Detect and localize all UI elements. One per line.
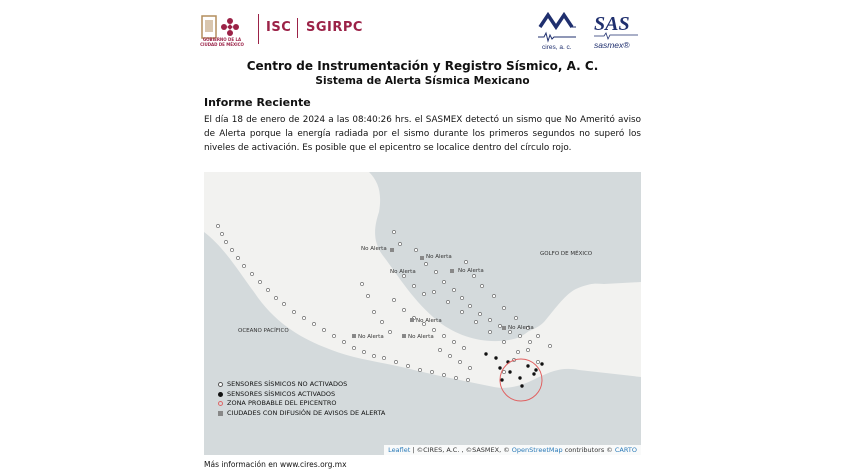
label-pacific: OCEANO PACÍFICO	[238, 328, 289, 334]
sasmex-logo-text: sasmex®	[594, 40, 630, 50]
sensor-activated	[494, 356, 497, 359]
sensor-not-activated	[492, 294, 495, 297]
sensor-activated	[520, 384, 523, 387]
sensor-not-activated	[536, 334, 539, 337]
sensor-not-activated	[372, 310, 375, 313]
sensor-not-activated	[258, 280, 261, 283]
map-legend	[218, 380, 385, 418]
sensor-not-activated	[332, 334, 335, 337]
sensor-not-activated	[342, 340, 345, 343]
sensor-not-activated	[430, 370, 433, 373]
report-text: El día 18 de enero de 2024 a las 08:40:26 hrs. el SASMEX detectó un sismo que No Ameritó aviso de Alerta porque la energía radiada por el sismo durante los primeros segundos no superó los niveles de activación. Es posible que el epicentro se localice dentro del círculo rojo.	[204, 115, 641, 153]
sensor-not-activated	[488, 330, 491, 333]
sensor-not-activated	[266, 288, 269, 291]
sensor-not-activated	[518, 334, 521, 337]
sas-logo-text: SAS	[594, 13, 630, 35]
sensor-not-activated	[514, 316, 517, 319]
sensor-not-activated	[422, 292, 425, 295]
city-label: No Alerta	[426, 254, 452, 260]
sensor-activated	[540, 362, 543, 365]
sensor-not-activated	[380, 320, 383, 323]
sensor-not-activated	[372, 354, 375, 357]
isc-logo: ISC	[266, 20, 292, 35]
sensor-not-activated	[548, 344, 551, 347]
sensor-not-activated	[236, 256, 239, 259]
legend-label: SENSORES SÍSMICOS ACTIVADOS	[227, 389, 336, 398]
sensor-not-activated	[352, 346, 355, 349]
city-label: No Alerta	[358, 334, 384, 340]
legend-item	[218, 390, 385, 400]
sensor-not-activated	[448, 354, 451, 357]
city-marker	[450, 269, 454, 273]
sensor-activated	[500, 378, 503, 381]
city-marker	[410, 318, 414, 322]
sensor-not-activated	[398, 242, 401, 245]
sensor-not-activated	[480, 284, 483, 287]
sensor-not-activated	[460, 296, 463, 299]
legend-label: ZONA PROBABLE DEL EPICENTRO	[227, 399, 337, 407]
sensor-not-activated	[406, 364, 409, 367]
legend-label: SENSORES SÍSMICOS NO ACTIVADOS	[227, 380, 348, 388]
sensor-not-activated	[502, 370, 505, 373]
sensor-not-activated	[366, 294, 369, 297]
sensor-not-activated	[360, 282, 363, 285]
sgirpc-logo: SGIRPC	[306, 20, 363, 35]
sensor-activated	[534, 368, 537, 371]
sensor-not-activated	[274, 296, 277, 299]
filled-circle-icon	[218, 392, 223, 397]
sensor-not-activated	[488, 318, 491, 321]
sensor-not-activated	[216, 224, 219, 227]
sensor-not-activated	[362, 350, 365, 353]
sensor-activated	[498, 366, 501, 369]
sensor-not-activated	[438, 348, 441, 351]
sensor-not-activated	[392, 298, 395, 301]
sensor-not-activated	[442, 373, 445, 376]
sensor-activated	[484, 352, 487, 355]
sensor-not-activated	[472, 274, 475, 277]
sensor-not-activated	[536, 360, 539, 363]
sensor-not-activated	[498, 324, 501, 327]
page-subtitle: Sistema de Alerta Sísmica Mexicano	[315, 75, 530, 87]
cires-logo	[536, 9, 578, 51]
sensor-not-activated	[502, 340, 505, 343]
cdmx-logo-text: GOBIERNO DE LA CIUDAD DE MÉXICO	[200, 37, 244, 47]
sensor-not-activated	[224, 240, 227, 243]
sensor-not-activated	[434, 270, 437, 273]
cires-logo-text: cires, a. c.	[542, 44, 572, 51]
sensor-not-activated	[452, 288, 455, 291]
sensor-not-activated	[394, 360, 397, 363]
sensor-not-activated	[466, 378, 469, 381]
leaflet-link[interactable]: Leaflet	[388, 446, 411, 454]
sasmex-logo	[590, 6, 642, 54]
attribution-text: | ©CIRES, A.C. , ©SASMEX, ©	[410, 446, 512, 454]
sensor-not-activated	[460, 310, 463, 313]
city-marker	[352, 334, 356, 338]
sensor-not-activated	[446, 300, 449, 303]
legend-item	[218, 409, 385, 419]
sensor-not-activated	[462, 346, 465, 349]
sensor-not-activated	[402, 308, 405, 311]
sensor-not-activated	[424, 262, 427, 265]
label-gulf: GOLFO DE MÉXICO	[540, 251, 593, 257]
sensor-not-activated	[312, 322, 315, 325]
sensor-not-activated	[452, 340, 455, 343]
red-ring-icon	[218, 401, 223, 406]
sensor-not-activated	[432, 328, 435, 331]
sensor-not-activated	[454, 376, 457, 379]
sensor-not-activated	[474, 320, 477, 323]
sensor-not-activated	[388, 330, 391, 333]
sensor-not-activated	[250, 272, 253, 275]
sensor-not-activated	[230, 248, 233, 251]
sensor-not-activated	[322, 328, 325, 331]
header-divider	[258, 14, 259, 44]
sensor-not-activated	[478, 312, 481, 315]
sensor-not-activated	[468, 304, 471, 307]
sensor-not-activated	[282, 302, 285, 305]
city-marker	[390, 248, 394, 252]
sensor-not-activated	[242, 264, 245, 267]
city-label: No Alerta	[508, 325, 534, 331]
sensor-not-activated	[412, 284, 415, 287]
sensor-not-activated	[220, 232, 223, 235]
carto-link[interactable]: CARTO	[614, 446, 637, 454]
page-title: Centro de Instrumentación y Registro Sísmico, A. C.	[246, 59, 599, 73]
city-marker	[402, 334, 406, 338]
city-label: No Alerta	[458, 268, 484, 274]
footer-text: Más información en www.cires.org.mx	[204, 460, 347, 469]
open-circle-icon	[218, 382, 223, 387]
sensor-not-activated	[292, 310, 295, 313]
legend-label: CIUDADES CON DIFUSIÓN DE AVISOS DE ALERTA	[227, 408, 386, 417]
sensor-not-activated	[302, 316, 305, 319]
city-marker	[420, 256, 424, 260]
legend-item	[218, 380, 385, 390]
sensor-not-activated	[458, 360, 461, 363]
map-attribution	[384, 445, 641, 455]
alert-map[interactable]	[204, 172, 641, 455]
city-label: No Alerta	[408, 334, 434, 340]
city-label: No Alerta	[361, 246, 387, 252]
sensor-not-activated	[418, 368, 421, 371]
gray-square-icon	[218, 411, 223, 416]
sensor-not-activated	[442, 280, 445, 283]
city-marker	[502, 326, 506, 330]
sensor-not-activated	[526, 348, 529, 351]
header-divider-2	[297, 18, 298, 38]
sensor-not-activated	[432, 290, 435, 293]
sensor-not-activated	[392, 230, 395, 233]
sensor-not-activated	[516, 350, 519, 353]
sensor-activated	[508, 370, 511, 373]
city-label: No Alerta	[416, 318, 442, 324]
legend-item	[218, 399, 385, 409]
sensor-not-activated	[382, 356, 385, 359]
osm-link[interactable]: OpenStreetMap	[511, 446, 563, 454]
section-title: Informe Reciente	[204, 96, 311, 109]
sensor-not-activated	[502, 306, 505, 309]
sensor-activated	[518, 376, 521, 379]
sensor-not-activated	[464, 260, 467, 263]
sensor-not-activated	[442, 334, 445, 337]
attribution-text: contributors ©	[562, 446, 615, 454]
sensor-activated	[526, 364, 529, 367]
sensor-activated	[532, 372, 535, 375]
sensor-not-activated	[528, 340, 531, 343]
sensor-not-activated	[468, 366, 471, 369]
city-label: No Alerta	[390, 269, 416, 275]
sensor-not-activated	[414, 248, 417, 251]
